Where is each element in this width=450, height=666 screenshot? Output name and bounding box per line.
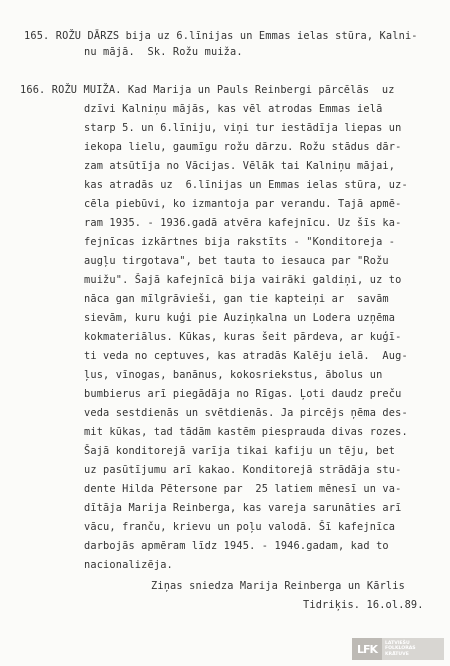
entry-166-line-6: kas atradās uz 6.līnijas un Emmas ielas stūra, uz- — [84, 179, 408, 191]
logo-text — [382, 641, 416, 657]
logo-text-line-3: KRĀTUVE — [385, 651, 409, 657]
entry-166-line-16: ļus, vīnogas, banānus, kokosriekstus, ābolus un — [84, 369, 383, 381]
entry-166-line-5: zam atsūtīja no Vācijas. Vēlāk tai Kalniņu mājai, — [84, 160, 396, 172]
entry-166-line-17: bumbierus arī piegādāja no Rīgas. Ļoti daudz preču — [84, 388, 402, 400]
logo-text-line-1: LATVIEŠU — [385, 641, 410, 647]
entry-166-line-24: vācu, franču, krievu un poļu valodā. Šī kafejnīca — [84, 521, 396, 533]
entry-166-line-23: dītāja Marija Reinberga, kas vareja sarunāties arī — [84, 502, 402, 514]
entry-166-line-10: augļu tirgotava", bet tauta to iesauca par "Rožu — [84, 255, 389, 267]
source-line-1: Ziņas sniedza Marija Reinberga un Kārlis — [151, 580, 405, 592]
entry-166-line-21: uz pasūtījumu arī kakao. Konditorejā strādāja stu- — [84, 464, 402, 476]
entry-166-line-3: starp 5. un 6.līniju, viņi tur iestādīja liepas un — [84, 122, 402, 134]
archive-logo — [352, 638, 444, 660]
entry-166-line-14: kokmateriālus. Kūkas, kuras šeit pārdeva, ar kuģī- — [84, 331, 402, 343]
entry-166-line-18: veda sestdienās un svētdienās. Ja pircējs ņēma des- — [84, 407, 408, 419]
entry-166-line-2: dzīvi Kalniņu mājās, kas vēl atrodas Emmas ielā — [84, 103, 383, 115]
logo-text-line-2: FOLKLORAS — [385, 646, 416, 652]
entry-166-line-7: cēla piebūvi, ko izmantoja par verandu. Tajā apmē- — [84, 198, 402, 210]
entry-166-line-20: Šajā konditorejā varīja tikai kafiju un tēju, bet — [84, 445, 396, 457]
entry-166-line-13: sievām, kuru kuģi pie Auziņkalna un Lodera uzņēma — [84, 312, 396, 324]
entry-166-line-26: nacionalizēja. — [84, 559, 173, 571]
entry-165-line-1: 165. ROŽU DĀRZS bija uz 6.līnijas un Emmas ielas stūra, Kalni- — [24, 30, 418, 42]
source-line-2: Tidriķis. 16.ol.89. — [303, 599, 424, 611]
entry-166-line-22: dente Hilda Pētersone par 25 latiem mēnesī un va- — [84, 483, 402, 495]
entry-166-line-19: mit kūkas, tad tādām kastēm piesprauda divas rozes. — [84, 426, 408, 438]
entry-166-line-15: ti veda no ceptuves, kas atradās Kalēju ielā. Aug- — [84, 350, 408, 362]
entry-165-line-2: nu mājā. Sk. Rožu muiža. — [84, 46, 243, 58]
entry-166-line-4: iekopa lielu, gaumīgu rožu dārzu. Rožu stādus dār- — [84, 141, 402, 153]
entry-166-line-1: 166. ROŽU MUIŽA. Kad Marija un Pauls Reinbergi pārcēlās uz — [20, 84, 395, 96]
entry-166-line-8: ram 1935. - 1936.gadā atvēra kafejnīcu. Uz šīs ka- — [84, 217, 402, 229]
entry-166-line-25: darbojās apmēram līdz 1945. - 1946.gadam, kad to — [84, 540, 389, 552]
entry-166-line-11: muižu". Šajā kafejnīcā bija vairāki galdiņi, uz to — [84, 274, 402, 286]
entry-166-line-12: nāca gan mīlgrāvieši, gan tie kapteiņi ar savām — [84, 293, 389, 305]
entry-166-line-9: fejnīcas izkārtnes bija rakstīts - "Konditoreja - — [84, 236, 396, 248]
logo-mark: LFK — [352, 638, 382, 660]
